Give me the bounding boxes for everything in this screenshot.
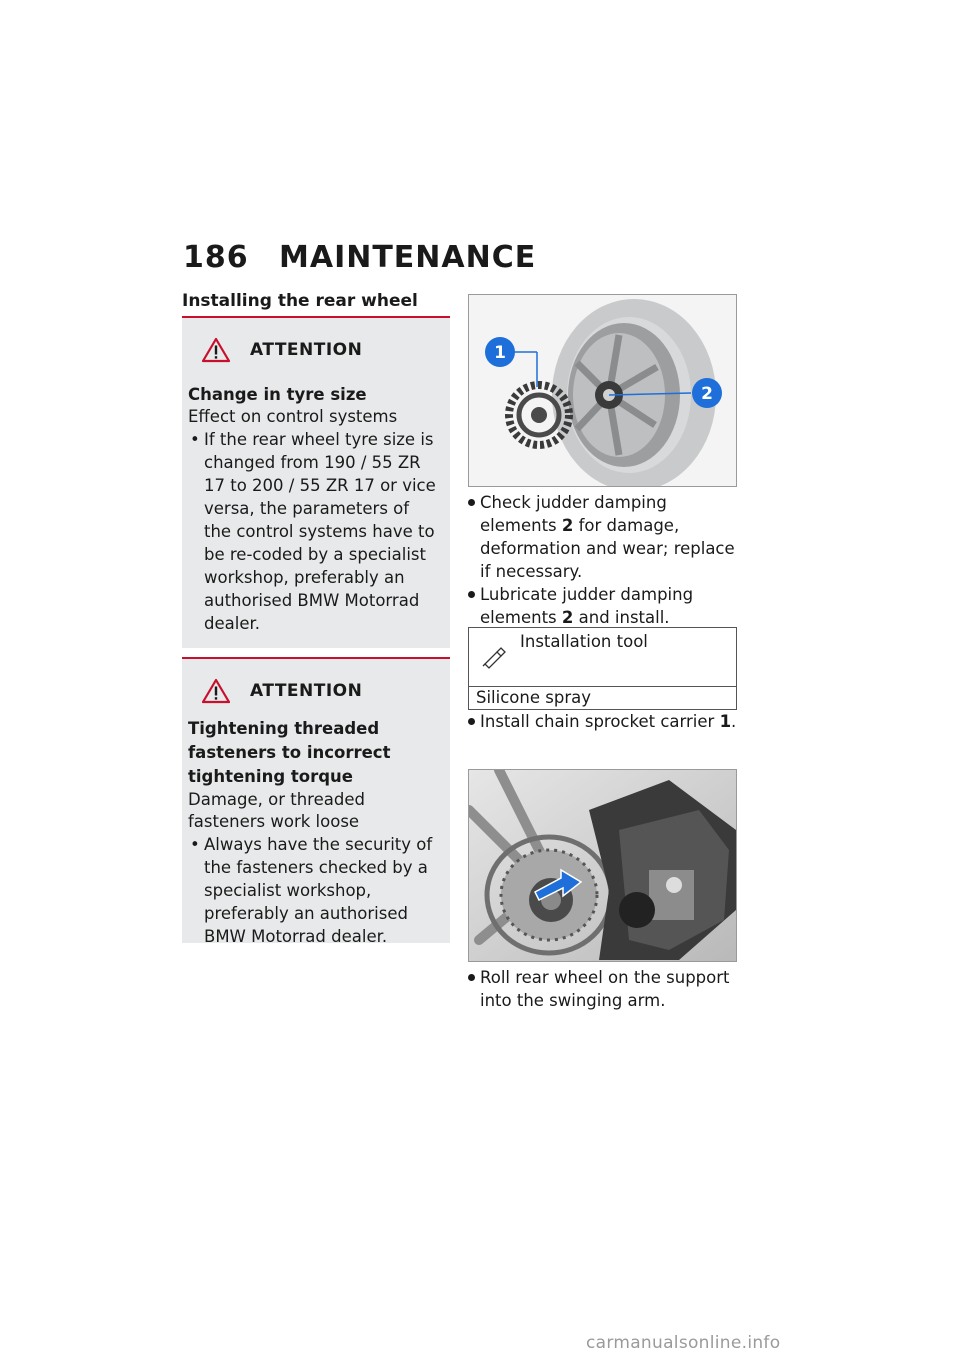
- swinging-arm-figure: [468, 769, 737, 962]
- warning-effect: Damage, or threaded fasteners work loose: [188, 790, 365, 831]
- rear-wheel-figure: [468, 294, 737, 487]
- warning-label: ATTENTION: [250, 681, 363, 701]
- list-item: Roll rear wheel on the support into the swinging arm.: [468, 966, 740, 1012]
- warning-triangle-icon: [202, 678, 230, 704]
- list-item: Lubricate judder damping elements 2 and install.: [468, 583, 740, 629]
- page-number: 186: [183, 240, 249, 275]
- list-item: Install chain sprocket carrier 1.: [468, 710, 740, 733]
- steps-list-c: [468, 966, 740, 1012]
- warning-heading: Tightening threaded fasteners to incorrect tightening torque: [188, 719, 391, 786]
- watermark: carmanualsonline.info: [586, 1333, 781, 1353]
- page-header: [183, 240, 536, 275]
- steps-list-a: [468, 491, 740, 629]
- warning-label: ATTENTION: [250, 340, 363, 360]
- swinging-arm-illustration: [469, 770, 736, 961]
- chapter-title: MAINTENANCE: [279, 240, 537, 275]
- warning-header: [188, 671, 450, 711]
- installation-tool-box: [468, 627, 737, 710]
- tool-box-title: Installation tool: [520, 632, 648, 651]
- warning-heading: Change in tyre size: [188, 385, 367, 404]
- warning-header: [188, 330, 450, 370]
- warning-bullets: [188, 833, 450, 948]
- ref-number: 2: [561, 516, 574, 535]
- callout-2-label: 2: [701, 384, 713, 404]
- list-item: • Always have the security of the fasteners checked by a specialist workshop, preferably an authorised BMW Motorrad dealer.: [188, 833, 450, 948]
- warning-bullets: [188, 428, 450, 635]
- tool-icon: [479, 642, 509, 670]
- ref-number: 2: [561, 608, 574, 627]
- list-item: Check judder damping elements 2 for damage, deformation and wear; replace if necessary.: [468, 491, 740, 583]
- warning-effect: Effect on control systems: [188, 407, 398, 426]
- steps-list-b: [468, 710, 740, 733]
- warning-box-tyre: [182, 318, 450, 648]
- callout-1-label: 1: [494, 343, 506, 363]
- tool-box-item: Silicone spray: [476, 688, 591, 707]
- list-item: • If the rear wheel tyre size is changed from 190 / 55 ZR 17 to 200 / 55 ZR 17 or vice versa, the parameters of the control systems have to be re-coded by a specialist workshop, preferably an authorised BMW Motorrad dealer.: [188, 428, 450, 635]
- rear-wheel-illustration: [469, 295, 736, 486]
- ref-number: 1: [719, 712, 732, 731]
- warning-box-torque: [182, 659, 450, 946]
- section-title: Installing the rear wheel: [182, 291, 418, 311]
- warning-triangle-icon: [202, 337, 230, 363]
